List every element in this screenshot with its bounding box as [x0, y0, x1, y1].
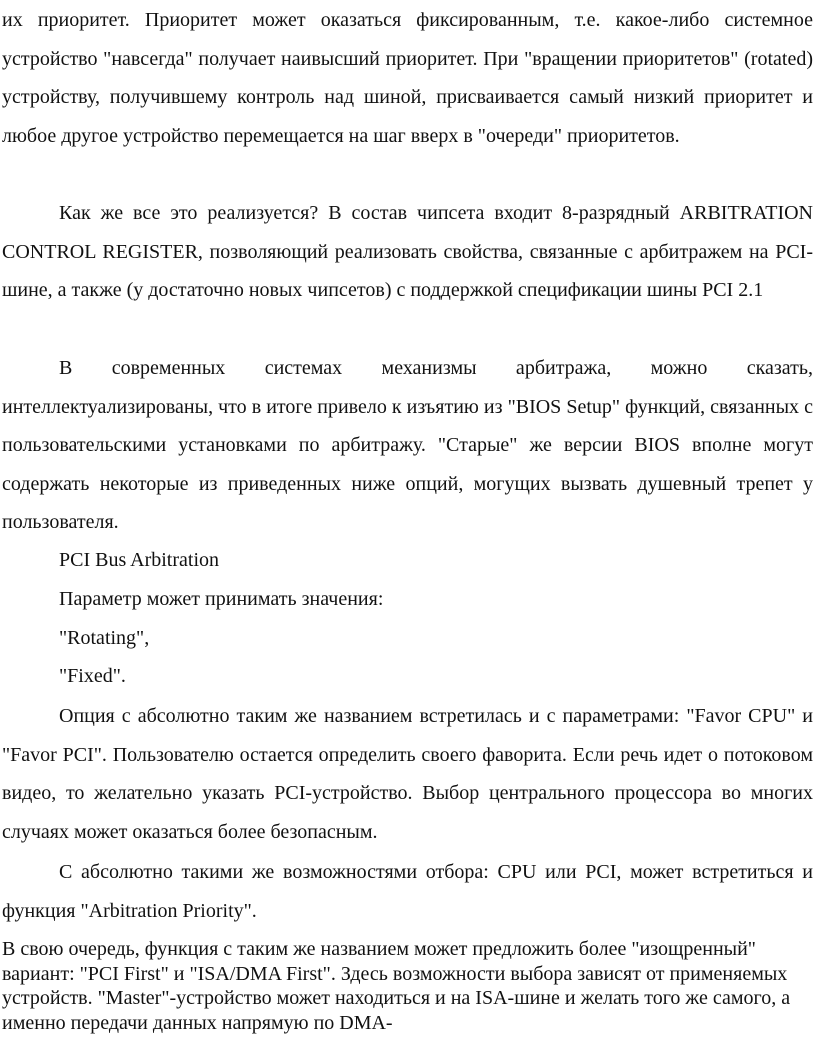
paragraph-pci-first-isa-dma: В свою очередь, функция с таким же названием может предложить более "изощренный" вариант: "PCI First" и "ISA/DMA First". Здесь возможности выбора зависят от применяемых устройств. "Master"-устройство может находиться и на ISA-шине и желать того же самого, а именно передачи данных напрямую по DMA- — [2, 938, 791, 1034]
option-value-rotating: "Rotating", — [59, 627, 150, 649]
option-title-pci-bus-arbitration: PCI Bus Arbitration — [59, 549, 220, 571]
paragraph-favor-options: Опция с абсолютно таким же названием встретилась и с параметрами: "Favor CPU" и "Favor PCI". Пользователю остается определить своего фаворита. Если речь идет о потоковом видео, то желательно указать PCI-устройство. Выбор центрального процессора во многих случаях может оказаться более безопасным. — [2, 705, 813, 843]
paragraph-priority-continuation: их приоритет. Приоритет может оказаться фиксированным, т.е. какое-либо системное устройство "навсегда" получает наивысший приоритет. При "вращении приоритетов" (rotated) устройству, получившему контроль над шиной, присваивается самый низкий приоритет и любое другое устройство перемещается на шаг вверх в "очереди" приоритетов. — [2, 9, 813, 147]
paragraph-arbitration-register: Как же все это реализуется? В состав чипсета входит 8-разрядный ARBITRATION CONTROL REGISTER, позволяющий реализовать свойства, связанные с арбитражем на PCI-шине, а также (у достаточно новых чипсетов) с поддержкой спецификации шины PCI 2.1 — [2, 202, 813, 302]
option-value-fixed: "Fixed". — [59, 665, 126, 687]
paragraph-modern-systems: В современных системах механизмы арбитража, можно сказать, интеллектуализированы, что в итоге привело к изъятию из "BIOS Setup" функций, связанных с пользовательскими установками по арбитражу. "Старые" же версии BIOS вполне могут содержать некоторые из приведенных ниже опций, могущих вызвать душевный трепет у пользователя. — [2, 357, 813, 534]
paragraph-arbitration-priority: С абсолютно такими же возможностями отбора: CPU или PCI, может встретиться и функция "Arbitration Priority". — [2, 861, 813, 922]
option-values-label: Параметр может принимать значения: — [59, 588, 384, 610]
